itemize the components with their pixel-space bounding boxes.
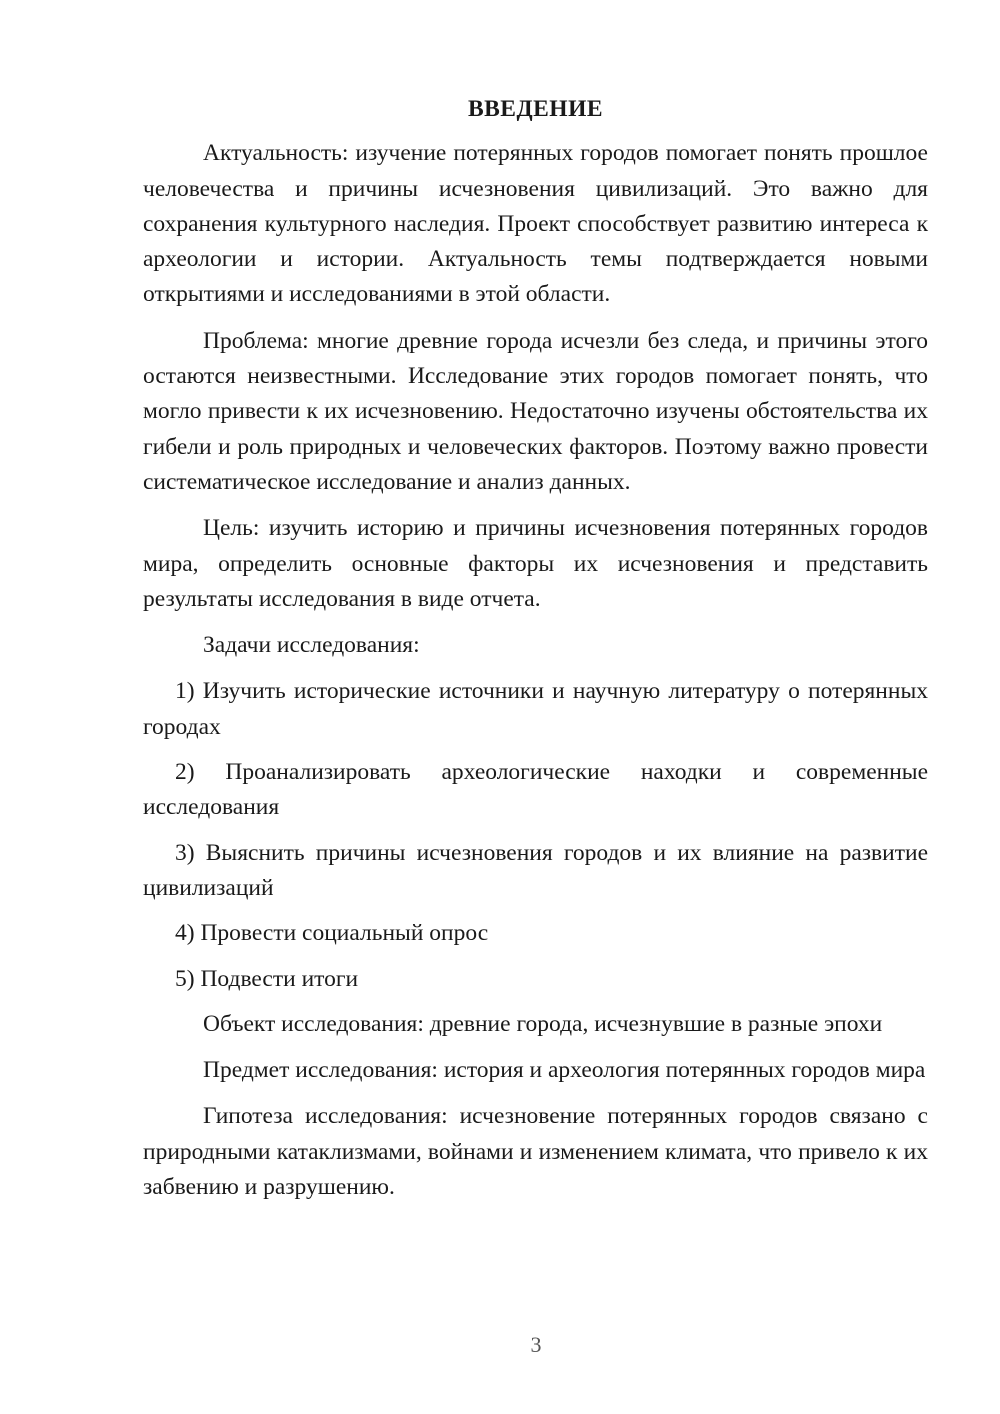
task-item-1: 1) Изучить исторические источники и научную литературу о потерянных городах: [143, 678, 928, 740]
document-body: [143, 92, 928, 1216]
page-number: 3: [530, 1332, 542, 1357]
section-title: ВВЕДЕНИЕ: [467, 96, 604, 122]
task-item-4: 4) Провести социальный опрос: [175, 920, 489, 947]
task-item-5: 5) Подвести итоги: [175, 965, 359, 992]
hypothesis-paragraph: Гипотеза исследования: исчезновение потерянных городов связано с природными катаклизмами, войнами и изменением климата, что привело к их забвению и разрушению.: [143, 1103, 928, 1201]
relevance-paragraph: Актуальность: изучение потерянных городов помогает понять прошлое человечества и причины исчезновения цивилизаций. Это важно для сохранения культурного наследия. Проект способствует развитию интереса к археологии и истории. Актуальность темы подтверждается новыми открытиями и исследованиями в этой области.: [143, 140, 928, 308]
problem-paragraph: Проблема: многие древние города исчезли без следа, и причины этого остаются неизвестными. Исследование этих городов помогает понять, что могло привести к их исчезновению. Недостаточно изучены обстоятельства их гибели и роль природных и человеческих факторов. Поэтому важно провести систематическое исследование и анализ данных.: [143, 327, 928, 495]
task-item-3: 3) Выяснить причины исчезновения городов и их влияние на развитие цивилизаций: [143, 839, 928, 901]
subject-paragraph: Предмет исследования: история и археология потерянных городов мира: [203, 1057, 926, 1084]
task-item-2: 2) Проанализировать археологические находки и современные исследования: [143, 759, 928, 821]
tasks-heading: Задачи исследования:: [203, 632, 420, 659]
goal-paragraph: Цель: изучить историю и причины исчезновения потерянных городов мира, определить основные факторы их исчезновения и представить результаты исследования в виде отчета.: [143, 515, 928, 612]
object-paragraph: Объект исследования: древние города, исчезнувшие в разные эпохи: [203, 1010, 883, 1037]
